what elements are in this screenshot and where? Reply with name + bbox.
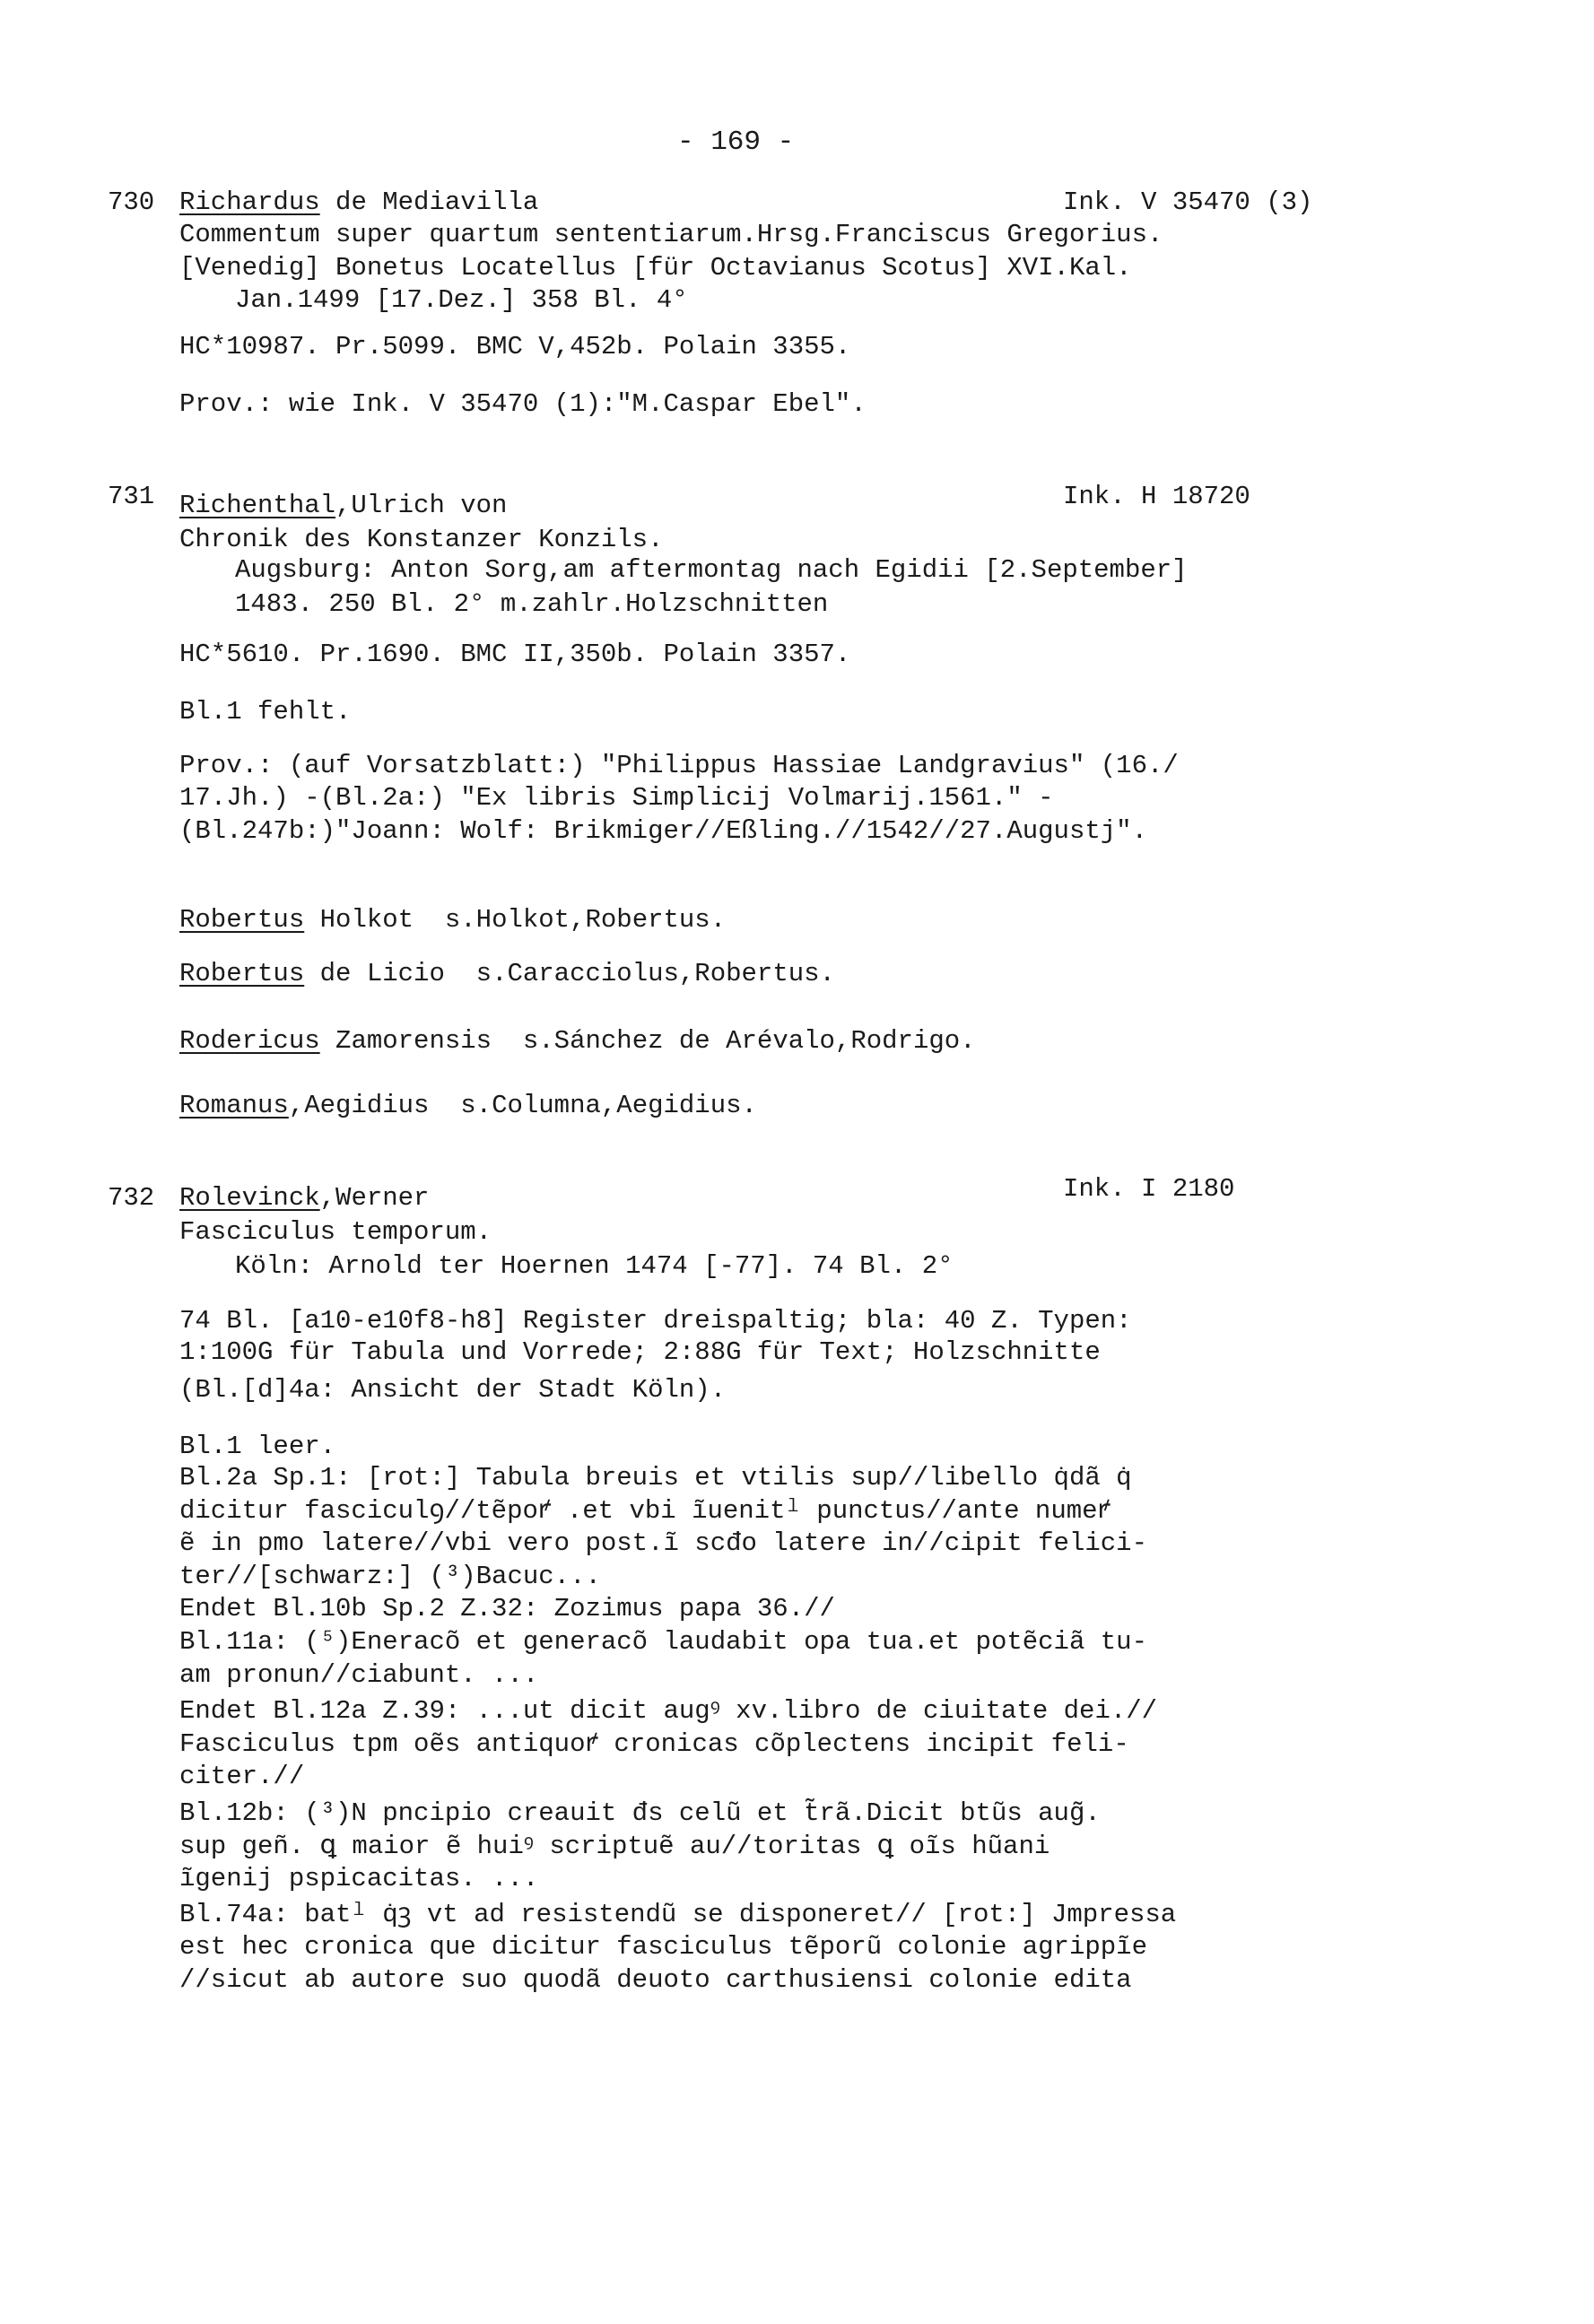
entry-heading (179, 490, 507, 521)
entry-line: Bl.11a: (⁵)Eneracõ et generacõ laudabit opa tua.et potẽciã tu- (179, 1627, 1147, 1657)
entry-line: Bl.1 leer. (179, 1432, 336, 1461)
author-name: Richardus (179, 187, 320, 217)
entry-line: 74 Bl. [a10-e10f8-h8] Register dreispaltig; bla: 40 Z. Typen: (179, 1306, 1132, 1336)
entry-line: Köln: Arnold ter Hoernen 1474 [-77]. 74 Bl. 2° (235, 1251, 954, 1281)
entry-line: HC*10987. Pr.5099. BMC V,452b. Polain 3355. (179, 332, 851, 361)
entry-line: ter//[schwarz:] (³)Bacuc... (179, 1562, 601, 1591)
entry-line: citer.// (179, 1762, 305, 1791)
entry-line: ĩgenij pspicacitas. ... (179, 1864, 539, 1893)
cross-reference: Rodericus Zamorensis s.Sánchez de Arévalo,Rodrigo. (179, 1026, 976, 1056)
entry-line: (Bl.247b:)"Joann: Wolf: Brikmiger//Eßling.//1542//27.Augustj". (179, 816, 1147, 846)
shelfmark: Ink. I 2180 (1063, 1174, 1235, 1204)
cross-reference: Romanus,Aegidius s.Columna,Aegidius. (179, 1091, 757, 1120)
entry-number: 732 (108, 1183, 155, 1213)
entry-line: Augsburg: Anton Sorg,am aftermontag nach Egidii [2.September] (235, 555, 1188, 585)
entry-line: Endet Bl.10b Sp.2 Z.32: Zozimus papa 36.// (179, 1594, 835, 1623)
author-name: Richenthal (179, 491, 336, 520)
author-rest: ,Werner (319, 1183, 430, 1213)
entry-line: 17.Jh.) -(Bl.2a:) "Ex libris Simplicij Volmarij.1561." - (179, 783, 1054, 813)
entry-line: Jan.1499 [17.Dez.] 358 Bl. 4° (235, 285, 688, 315)
entry-line: 1483. 250 Bl. 2° m.zahlr.Holzschnitten (235, 589, 829, 619)
entry-line: Chronik des Konstanzer Konzils. (179, 525, 664, 554)
entry-line: Prov.: (auf Vorsatzblatt:) "Philippus Hassiae Landgravius" (16./ (179, 751, 1179, 780)
entry-line: [Venedig] Bonetus Locatellus [für Octavianus Scotus] XVI.Kal. (179, 253, 1132, 283)
entry-line: 1:100G für Tabula und Vorrede; 2:88G für Text; Holzschnitte (179, 1337, 1101, 1367)
entry-line: (Bl.[d]4a: Ansicht der Stadt Köln). (179, 1375, 727, 1405)
entry-heading (179, 1182, 429, 1214)
shelfmark: Ink. H 18720 (1063, 482, 1250, 511)
author-rest: de Mediavilla (319, 187, 539, 217)
entry-line: Bl.12b: (³)N pncipio creauit đs celũ et t̃rã.Dicit btũs aug̃. (179, 1798, 1101, 1828)
entry-line: dicitur fasciculꝯ//tẽpoꝵ .et vbi ĩuenitˡ punctus//ante numeꝵ (179, 1496, 1111, 1526)
entry-line: sup geñ. ꝗ maior ẽ huiꝰ scriptuẽ au//toritas ꝗ oĩs hũani (179, 1832, 1050, 1861)
shelfmark: Ink. V 35470 (3) (1063, 187, 1313, 217)
page-number: - 169 - (677, 126, 795, 158)
entry-line: Bl.74a: batˡ q̇ꝫ vt ad resistendũ se disponeret// [rot:] Jmpressa (179, 1900, 1177, 1929)
author-name: Rolevinck (179, 1183, 320, 1213)
entry-line: Bl.2a Sp.1: [rot:] Tabula breuis et vtilis sup//libello q̇dã q̇ (179, 1463, 1132, 1493)
entry-number: 730 (108, 187, 155, 217)
entry-line: ẽ in pmo latere//vbi vero post.ĩ scđo latere in//cipit felici- (179, 1528, 1147, 1558)
entry-number: 731 (108, 482, 155, 511)
entry-line: //sicut ab autore suo quodã deuoto carthusiensi colonie edita (179, 1965, 1132, 1995)
cross-reference: Robertus de Licio s.Caracciolus,Robertus. (179, 959, 835, 988)
entry-line: Prov.: wie Ink. V 35470 (1):"M.Caspar Ebel". (179, 389, 867, 419)
entry-line: am pronun//ciabunt. ... (179, 1660, 539, 1690)
entry-line: est hec cronica que dicitur fasciculus tẽporũ colonie agrippĩe (179, 1932, 1147, 1962)
entry-line: Fasciculus temporum. (179, 1217, 492, 1247)
entry-line: HC*5610. Pr.1690. BMC II,350b. Polain 3357. (179, 640, 851, 669)
entry-line: Commentum super quartum sententiarum.Hrsg.Franciscus Gregorius. (179, 220, 1163, 249)
entry-heading (179, 187, 538, 218)
cross-reference: Robertus Holkot s.Holkot,Robertus. (179, 905, 727, 935)
entry-line: Fasciculus tpm oẽs antiquoꝵ cronicas cõplectens incipit feli- (179, 1729, 1129, 1759)
entry-line: Endet Bl.12a Z.39: ...ut dicit augꝰ xv.libro de ciuitate dei.// (179, 1696, 1158, 1726)
entry-line: Bl.1 fehlt. (179, 697, 352, 727)
author-rest: ,Ulrich von (335, 491, 508, 520)
